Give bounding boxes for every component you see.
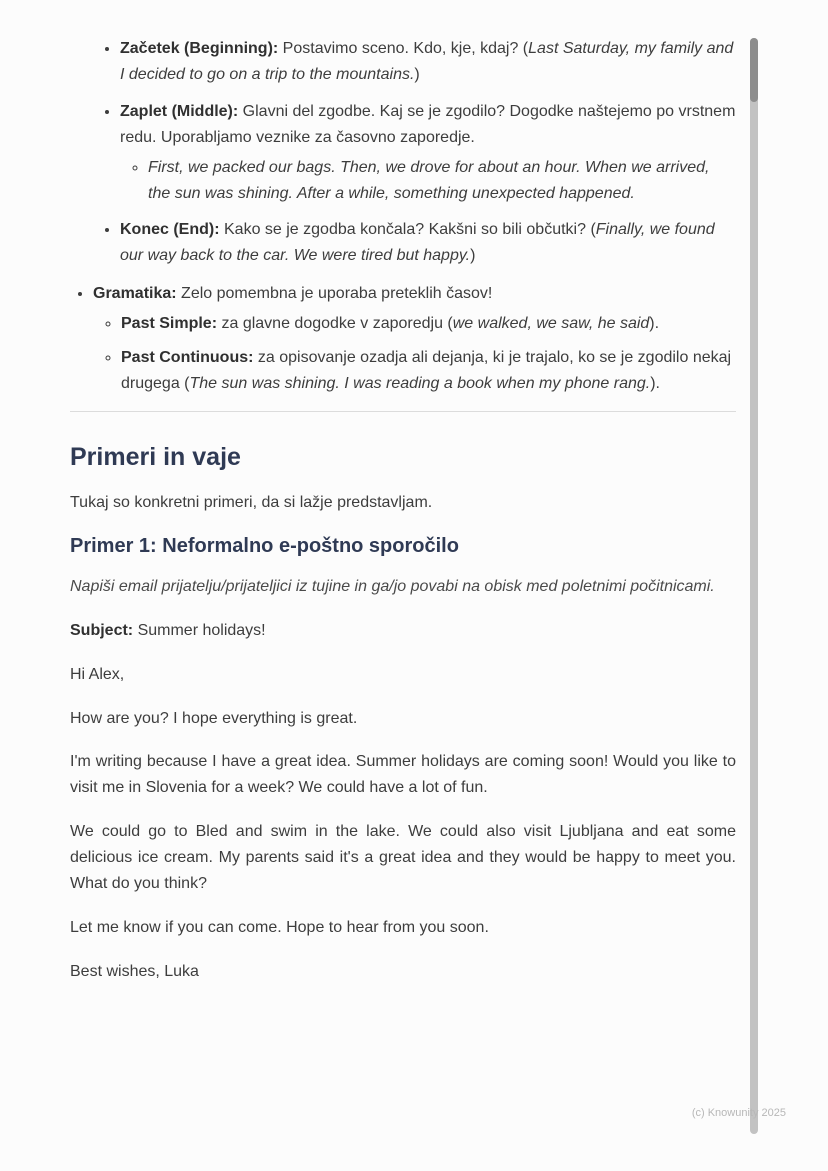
item-tail: ). bbox=[649, 315, 660, 333]
section-divider bbox=[70, 411, 736, 412]
scrollbar[interactable] bbox=[750, 38, 758, 1134]
item-text: za glavne dogodke v zaporedju ( bbox=[217, 315, 453, 333]
item-example-italic: The sun was shining. I was reading a book when my phone rang. bbox=[189, 374, 651, 392]
watermark: (c) Knowunity 2025 bbox=[691, 1107, 786, 1119]
item-text: Zelo pomembna je uporaba preteklih časov! bbox=[176, 285, 493, 303]
item-lead: Past Simple: bbox=[121, 315, 218, 333]
task-prompt: Napiši email prijatelju/prijateljici iz tujine in ga/jo povabi na obisk med poletnimi počitnicami. bbox=[70, 577, 715, 595]
item-text: Postavimo sceno. Kdo, kje, kdaj? ( bbox=[278, 40, 529, 57]
email-subject-line bbox=[70, 618, 736, 644]
scrollbar-thumb[interactable] bbox=[750, 38, 758, 102]
item-text: Kako se je zgodba končala? Kakšni so bili občutki? ( bbox=[219, 221, 596, 239]
email-paragraph-1: How are you? I hope everything is great. bbox=[70, 709, 358, 727]
email-paragraph-2: I'm writing because I have a great idea. Summer holidays are coming soon! Would you like to visit me in Slovenia for a week? We could have a lot of fun. bbox=[70, 753, 736, 797]
list-item-gramatika bbox=[93, 281, 736, 397]
email-paragraph-4: Let me know if you can come. Hope to hear from you soon. bbox=[70, 918, 489, 936]
email-paragraph-3: We could go to Bled and swim in the lake. We could also visit Ljubljana and eat some delicious ice cream. My parents said it's a great idea and they would be happy to meet you. What do you think? bbox=[70, 823, 736, 893]
item-text: za opisovanje ozadja ali dejanja, ki je trajalo, ko se je zgodilo nekaj drugega ( bbox=[121, 349, 732, 392]
list-item-zacetek bbox=[120, 36, 736, 88]
intro-paragraph: Tukaj so konkretni primeri, da si lažje predstavljam. bbox=[70, 493, 433, 511]
item-lead: Past Continuous: bbox=[121, 349, 254, 367]
list-item-zaplet bbox=[120, 99, 736, 207]
item-example-italic: Finally, we found our way back to the car. We were tired but happy. bbox=[120, 221, 715, 265]
item-example-italic: we walked, we saw, he said bbox=[452, 315, 650, 333]
item-tail: ) bbox=[414, 65, 420, 83]
email-closing: Best wishes, Luka bbox=[70, 962, 199, 980]
email-subject-label: Subject: bbox=[70, 621, 134, 639]
list-item-konec bbox=[120, 217, 736, 269]
zaplet-sub-list bbox=[120, 155, 736, 207]
item-lead: Gramatika: bbox=[93, 285, 177, 303]
item-lead: Začetek (Beginning): bbox=[120, 40, 279, 57]
list-item-zaplet-example bbox=[148, 155, 736, 207]
email-greeting: Hi Alex, bbox=[70, 665, 125, 683]
item-lead: Konec (End): bbox=[120, 221, 220, 239]
list-item-past-continuous bbox=[121, 345, 736, 397]
item-tail: ). bbox=[650, 374, 660, 392]
item-example-italic: First, we packed our bags. Then, we drove for about an hour. When we arrived, the sun was shining. After a while, something unexpected happened. bbox=[148, 158, 710, 202]
gramatika-sub-list bbox=[93, 311, 736, 397]
item-example-italic: Last Saturday, my family and I decided to go on a trip to the mountains. bbox=[120, 40, 734, 83]
item-lead: Zaplet (Middle): bbox=[120, 102, 239, 120]
sub-heading-primer1: Primer 1: Neformalno e-poštno sporočilo bbox=[70, 534, 459, 557]
document-content bbox=[70, 36, 736, 1003]
email-subject-value: Summer holidays! bbox=[133, 621, 266, 639]
list-item-past-simple bbox=[121, 311, 736, 337]
item-text: Glavni del zgodbe. Kaj se je zgodilo? Dogodke naštejemo po vrstnem redu. Uporabljamo veznike za časovno zaporedje. bbox=[120, 102, 736, 146]
section-heading-primeri: Primeri in vaje bbox=[70, 442, 241, 471]
gramatika-list bbox=[70, 281, 736, 397]
item-tail: ) bbox=[470, 247, 476, 265]
story-structure-list bbox=[70, 36, 736, 269]
